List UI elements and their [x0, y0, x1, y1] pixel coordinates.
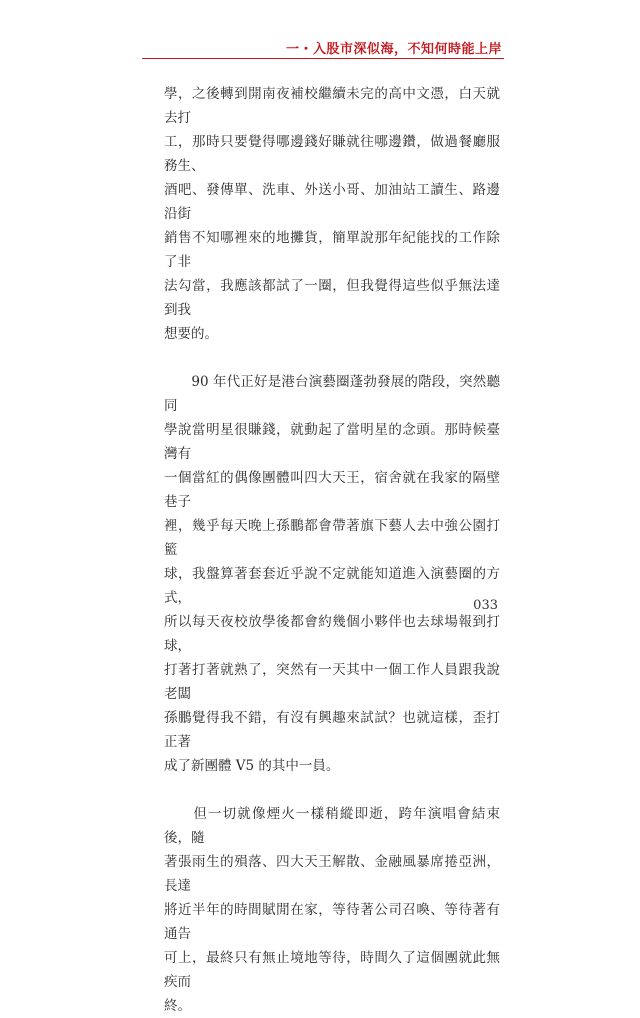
header-rule — [142, 58, 504, 59]
body-text — [164, 82, 500, 1018]
page-number: 033 — [473, 598, 498, 613]
running-header: 一・入股市深似海，不知何時能上岸 — [285, 42, 502, 57]
paragraph-1: 學，之後轉到開南夜補校繼續未完的高中文憑，白天就去打 工，那時只要覺得哪邊錢好賺就往哪邊鑽，做過餐廳服務生、 酒吧、發傳單、洗車、外送小哥、加油站工讀生、路邊沿街 銷售不知哪裡來的地攤貨，簡單說那年紀能找的工作除了非 法勾當，我應該都試了一圈，但我覺得這些似乎無法達到我 想要的。 — [164, 86, 500, 342]
paragraph-3: 但一切就像煙火一樣稍縱即逝，跨年演唱會結束後，隨 著張雨生的殞落、四大天王解散、金融風暴席捲亞洲，長達 將近半年的時間賦閒在家，等待著公司召喚、等待著有通告 可上，最終只有無止境地等待，時間久了這個團就此無疾而 終。 — [164, 806, 500, 1014]
paragraph-2: 90 年代正好是港台演藝圈蓬勃發展的階段，突然聽同 學說當明星很賺錢，就動起了當明星的念頭。那時候臺灣有 一個當紅的偶像團體叫四大天王，宿舍就在我家的隔壁巷子 裡，幾乎每天晚上孫鵬都會帶著旗下藝人去中強公園打籃 球，我盤算著套套近乎說不定就能知道進入演藝圈的方式， 所以每天夜校放學後都會約幾個小夥伴也去球場報到打球， 打著打著就熟了，突然有一天其中一個工作人員跟我說老闆 孫鵬覺得我不錯，有沒有興趣來試試？也就這樣，歪打正著 成了新團體 V5 的其中一員。 — [164, 374, 500, 774]
